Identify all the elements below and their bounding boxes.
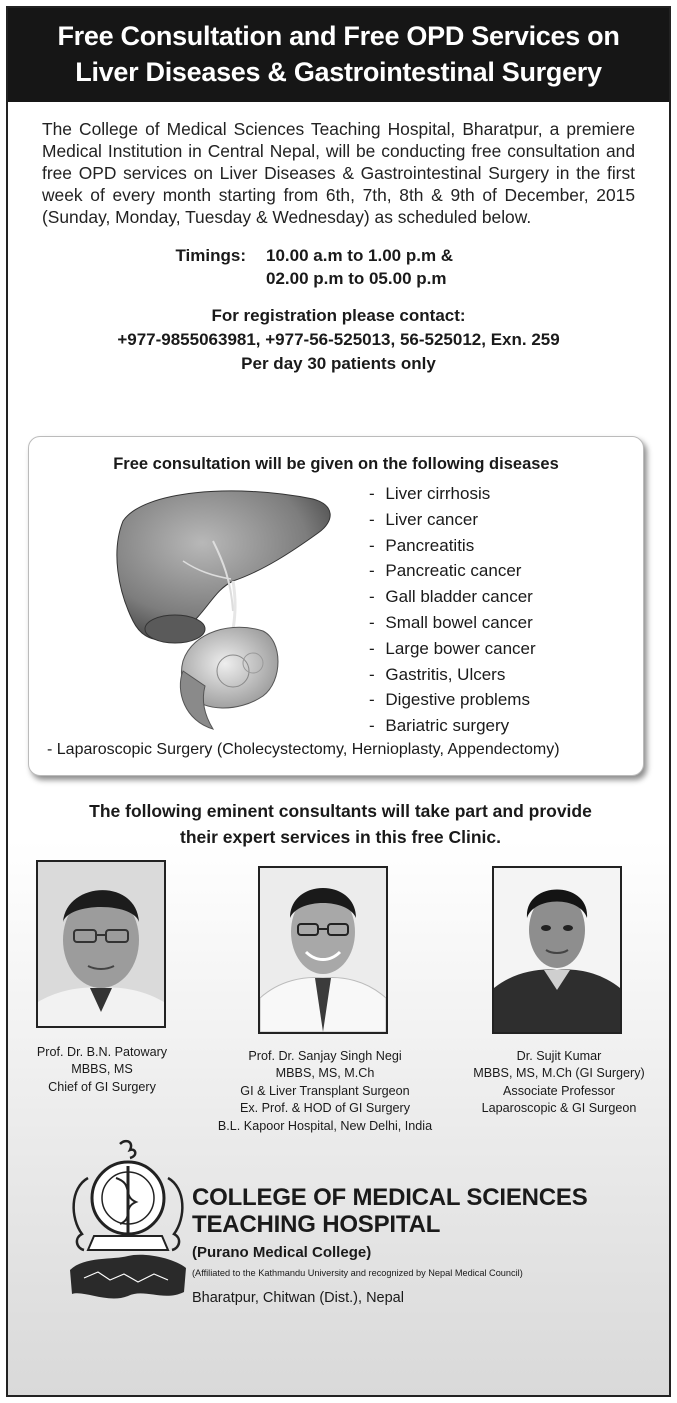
headline-line-2: Liver Diseases & Gastrointestinal Surgery (75, 57, 602, 87)
consultants-heading-line-1: The following eminent consultants will take part and provide (89, 801, 592, 821)
headline-line-1: Free Consultation and Free OPD Services on (57, 21, 620, 51)
doctor-degree: MBBS, MS, M.Ch (275, 1066, 375, 1081)
diseases-title: Free consultation will be given on the following diseases (113, 455, 559, 473)
registration-block (8, 304, 669, 376)
doctor-name: Prof. Dr. B.N. Patowary (36, 1045, 168, 1059)
timing-slot-2: 02.00 p.m to 05.00 p.m (266, 269, 447, 288)
registration-heading: For registration please contact: (211, 306, 466, 325)
disease-item: - Liver cancer (369, 507, 536, 533)
diseases-box (28, 436, 644, 776)
liver-illustration (113, 481, 333, 731)
doctor-title: Chief of GI Surgery (48, 1079, 156, 1094)
disease-item: - Digestive problems (369, 687, 536, 713)
college-info (192, 1184, 588, 1306)
consultants-heading (8, 798, 673, 850)
doctor-card-negi (196, 1048, 454, 1135)
doctor-photo-patowary (36, 860, 166, 1028)
college-location: Bharatpur, Chitwan (Dist.), Nepal (192, 1290, 404, 1306)
doctor-degree: MBBS, MS, M.Ch (GI Surgery) (473, 1066, 645, 1081)
doctor-title: Laparoscopic & GI Surgeon (481, 1101, 637, 1116)
disease-item: - Small bowel cancer (369, 610, 536, 636)
doctor-card-sujit-kumar (456, 1048, 662, 1118)
doctor-affiliation: B.L. Kapoor Hospital, New Delhi, India (217, 1118, 433, 1133)
intro-paragraph: The College of Medical Sciences Teaching Hospital, Bharatpur, a premiere Medical Institution in Central Nepal, will be conducting free consultation and free OPD services on Liver Diseases & Gastrointestinal Surgery in the first week of every month starting from 6th, 7th, 8th & 9th of December, 2015 (Sunday, Monday, Tuesday & Wednesday) as scheduled below. (42, 119, 635, 227)
doctor-title: GI & Liver Transplant Surgeon (240, 1083, 410, 1098)
doctor-name: Prof. Dr. Sanjay Singh Negi (248, 1049, 402, 1063)
timing-slot-1: 10.00 a.m to 1.00 p.m & (266, 246, 454, 265)
advertisement-frame (6, 6, 671, 1397)
college-affiliation: (Affiliated to the Kathmandu University and recognized by Nepal Medical Council) (192, 1268, 523, 1278)
doctor-photo-sujit-kumar (492, 866, 622, 1034)
disease-item: - Large bower cancer (369, 636, 536, 662)
doctor-degree: MBBS, MS (71, 1062, 133, 1077)
college-alias: (Purano Medical College) (192, 1244, 372, 1261)
disease-item: - Pancreatic cancer (369, 558, 536, 584)
timings-label: Timings: (175, 246, 246, 265)
doctor-title: Ex. Prof. & HOD of GI Surgery (239, 1101, 411, 1116)
disease-item: - Gastritis, Ulcers (369, 662, 536, 688)
disease-item: - Pancreatitis (369, 533, 536, 559)
laparoscopic-surgery-item: - Laparoscopic Surgery (Cholecystectomy, Hernioplasty, Appendectomy) (47, 741, 560, 758)
college-emblem-icon (64, 1138, 192, 1306)
doctor-photo-negi (258, 866, 388, 1034)
consultants-heading-line-2: their expert services in this free Clinic. (180, 827, 501, 847)
college-name-line-2: TEACHING HOSPITAL (192, 1211, 441, 1238)
disease-item: - Gall bladder cancer (369, 584, 536, 610)
doctor-title: Associate Professor (503, 1083, 615, 1098)
college-name-line-1: COLLEGE OF MEDICAL SCIENCES (192, 1184, 588, 1211)
patient-limit: Per day 30 patients only (241, 354, 436, 373)
registration-phones: +977-9855063981, +977-56-525013, 56-525012, Exn. 259 (117, 330, 560, 349)
doctor-name: Dr. Sujit Kumar (516, 1049, 602, 1063)
timings-block (8, 244, 669, 290)
doctor-card-patowary (16, 1044, 188, 1096)
header-banner (8, 8, 669, 102)
disease-item: - Liver cirrhosis (369, 481, 536, 507)
diseases-list (369, 481, 536, 739)
disease-item: - Bariatric surgery (369, 713, 536, 739)
